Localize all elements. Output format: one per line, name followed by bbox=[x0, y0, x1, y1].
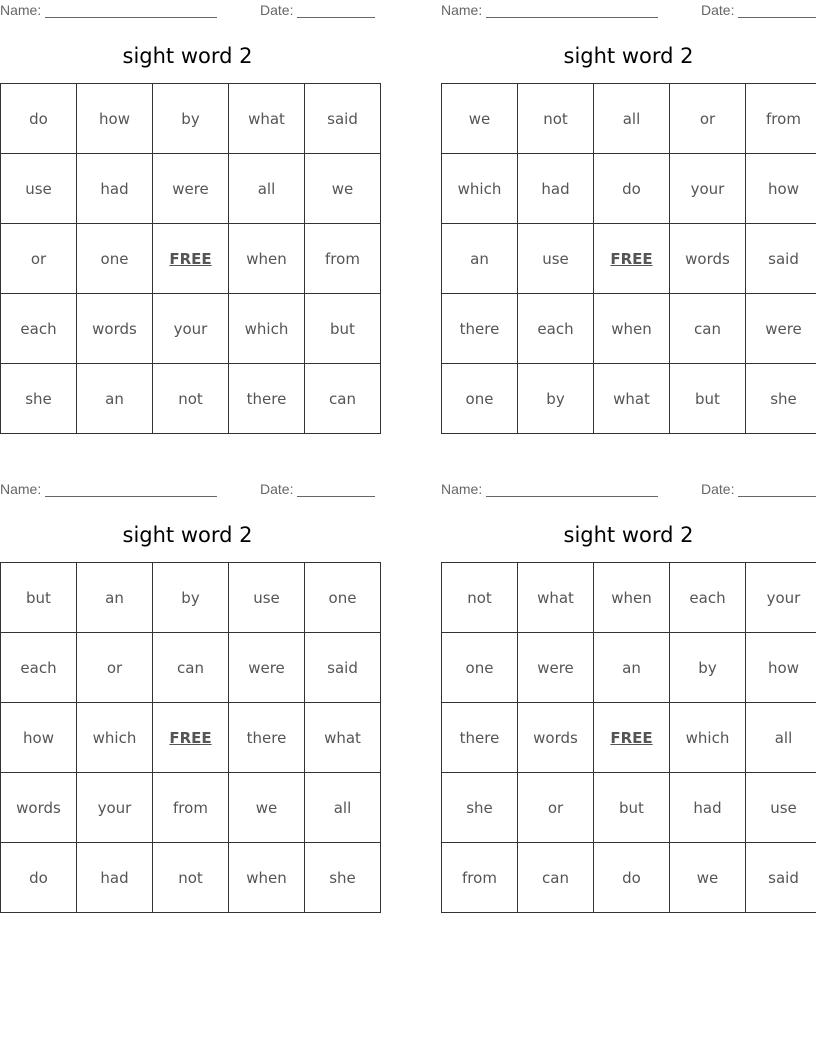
word-cell: she bbox=[442, 773, 518, 843]
word-cell: one bbox=[77, 224, 153, 294]
word-cell: each bbox=[1, 633, 77, 703]
word-cell: when bbox=[229, 843, 305, 913]
word-cell: one bbox=[305, 563, 381, 633]
name-label: Name: bbox=[0, 481, 42, 497]
date-label: Date: bbox=[701, 2, 735, 18]
name-date-row bbox=[441, 2, 816, 20]
word-cell: which bbox=[229, 294, 305, 364]
word-cell: do bbox=[594, 843, 670, 913]
word-cell: or bbox=[77, 633, 153, 703]
grid-row bbox=[1, 843, 381, 913]
word-cell: what bbox=[305, 703, 381, 773]
word-cell: use bbox=[1, 154, 77, 224]
word-cell: she bbox=[1, 364, 77, 434]
word-cell: had bbox=[670, 773, 746, 843]
name-date-row bbox=[0, 2, 375, 20]
word-cell: were bbox=[153, 154, 229, 224]
word-cell: use bbox=[518, 224, 594, 294]
word-cell: when bbox=[229, 224, 305, 294]
free-space-cell: FREE bbox=[594, 703, 670, 773]
grid-row bbox=[1, 224, 381, 294]
word-cell: were bbox=[518, 633, 594, 703]
date-blank-line bbox=[297, 17, 375, 18]
word-cell: said bbox=[746, 843, 816, 913]
word-cell: do bbox=[1, 843, 77, 913]
name-label: Name: bbox=[0, 2, 42, 18]
date-label: Date: bbox=[701, 481, 735, 497]
word-cell: we bbox=[442, 84, 518, 154]
card-title: sight word 2 bbox=[122, 523, 253, 547]
word-cell: she bbox=[746, 364, 816, 434]
word-cell: can bbox=[153, 633, 229, 703]
word-cell: how bbox=[746, 633, 816, 703]
grid-row bbox=[1, 563, 381, 633]
word-cell: how bbox=[746, 154, 816, 224]
name-blank-line bbox=[45, 496, 217, 497]
grid-row bbox=[442, 563, 816, 633]
word-cell: but bbox=[305, 294, 381, 364]
name-label: Name: bbox=[441, 2, 483, 18]
grid-row bbox=[442, 84, 816, 154]
word-cell: we bbox=[305, 154, 381, 224]
word-cell: one bbox=[442, 364, 518, 434]
grid-row bbox=[1, 633, 381, 703]
name-blank-line bbox=[45, 17, 217, 18]
free-space-cell: FREE bbox=[153, 703, 229, 773]
word-cell: had bbox=[518, 154, 594, 224]
word-cell: were bbox=[746, 294, 816, 364]
bingo-grid bbox=[441, 562, 816, 913]
word-cell: she bbox=[305, 843, 381, 913]
word-cell: when bbox=[594, 563, 670, 633]
word-cell: by bbox=[153, 563, 229, 633]
word-cell: an bbox=[77, 563, 153, 633]
grid-row bbox=[442, 364, 816, 434]
word-cell: but bbox=[670, 364, 746, 434]
date-blank-line bbox=[297, 496, 375, 497]
name-blank-line bbox=[486, 17, 658, 18]
word-cell: your bbox=[77, 773, 153, 843]
grid-row bbox=[442, 703, 816, 773]
grid-row bbox=[442, 224, 816, 294]
grid-row bbox=[1, 773, 381, 843]
word-cell: there bbox=[442, 703, 518, 773]
bingo-card bbox=[441, 0, 816, 436]
word-cell: all bbox=[594, 84, 670, 154]
word-cell: can bbox=[518, 843, 594, 913]
grid-row bbox=[442, 843, 816, 913]
word-cell: which bbox=[670, 703, 746, 773]
grid-row bbox=[1, 84, 381, 154]
bingo-card bbox=[0, 479, 375, 915]
word-cell: from bbox=[746, 84, 816, 154]
free-space-cell: FREE bbox=[594, 224, 670, 294]
free-space-cell: FREE bbox=[153, 224, 229, 294]
name-date-row bbox=[441, 481, 816, 499]
word-cell: all bbox=[305, 773, 381, 843]
name-date-row bbox=[0, 481, 375, 499]
word-cell: or bbox=[518, 773, 594, 843]
word-cell: your bbox=[153, 294, 229, 364]
bingo-card bbox=[441, 479, 816, 915]
word-cell: your bbox=[670, 154, 746, 224]
word-cell: from bbox=[305, 224, 381, 294]
word-cell: your bbox=[746, 563, 816, 633]
grid-row bbox=[1, 154, 381, 224]
word-cell: what bbox=[518, 563, 594, 633]
grid-row bbox=[442, 773, 816, 843]
word-cell: had bbox=[77, 154, 153, 224]
word-cell: do bbox=[1, 84, 77, 154]
card-title: sight word 2 bbox=[122, 44, 253, 68]
word-cell: which bbox=[77, 703, 153, 773]
word-cell: not bbox=[518, 84, 594, 154]
word-cell: or bbox=[670, 84, 746, 154]
word-cell: said bbox=[305, 84, 381, 154]
grid-row bbox=[442, 294, 816, 364]
word-cell: but bbox=[1, 563, 77, 633]
word-cell: an bbox=[442, 224, 518, 294]
word-cell: when bbox=[594, 294, 670, 364]
bingo-grid bbox=[0, 562, 381, 913]
grid-row bbox=[1, 364, 381, 434]
word-cell: or bbox=[1, 224, 77, 294]
card-title: sight word 2 bbox=[563, 44, 694, 68]
word-cell: use bbox=[229, 563, 305, 633]
word-cell: all bbox=[746, 703, 816, 773]
word-cell: words bbox=[518, 703, 594, 773]
grid-row bbox=[1, 703, 381, 773]
word-cell: there bbox=[442, 294, 518, 364]
word-cell: said bbox=[746, 224, 816, 294]
bingo-grid bbox=[0, 83, 381, 434]
word-cell: which bbox=[442, 154, 518, 224]
word-cell: use bbox=[746, 773, 816, 843]
word-cell: words bbox=[77, 294, 153, 364]
card-title: sight word 2 bbox=[563, 523, 694, 547]
word-cell: by bbox=[153, 84, 229, 154]
bingo-grid bbox=[441, 83, 816, 434]
date-label: Date: bbox=[260, 2, 294, 18]
grid-row bbox=[1, 294, 381, 364]
date-blank-line bbox=[738, 496, 816, 497]
word-cell: we bbox=[229, 773, 305, 843]
bingo-card bbox=[0, 0, 375, 436]
word-cell: each bbox=[518, 294, 594, 364]
word-cell: can bbox=[305, 364, 381, 434]
word-cell: were bbox=[229, 633, 305, 703]
word-cell: not bbox=[153, 843, 229, 913]
date-label: Date: bbox=[260, 481, 294, 497]
word-cell: do bbox=[594, 154, 670, 224]
word-cell: we bbox=[670, 843, 746, 913]
name-label: Name: bbox=[441, 481, 483, 497]
word-cell: from bbox=[153, 773, 229, 843]
grid-row bbox=[442, 154, 816, 224]
name-blank-line bbox=[486, 496, 658, 497]
word-cell: by bbox=[518, 364, 594, 434]
word-cell: not bbox=[442, 563, 518, 633]
word-cell: from bbox=[442, 843, 518, 913]
word-cell: but bbox=[594, 773, 670, 843]
word-cell: one bbox=[442, 633, 518, 703]
word-cell: can bbox=[670, 294, 746, 364]
word-cell: how bbox=[1, 703, 77, 773]
word-cell: an bbox=[77, 364, 153, 434]
word-cell: said bbox=[305, 633, 381, 703]
word-cell: words bbox=[670, 224, 746, 294]
grid-row bbox=[442, 633, 816, 703]
word-cell: what bbox=[229, 84, 305, 154]
word-cell: each bbox=[1, 294, 77, 364]
word-cell: there bbox=[229, 364, 305, 434]
word-cell: words bbox=[1, 773, 77, 843]
word-cell: how bbox=[77, 84, 153, 154]
word-cell: had bbox=[77, 843, 153, 913]
word-cell: an bbox=[594, 633, 670, 703]
word-cell: not bbox=[153, 364, 229, 434]
date-blank-line bbox=[738, 17, 816, 18]
word-cell: what bbox=[594, 364, 670, 434]
word-cell: each bbox=[670, 563, 746, 633]
word-cell: there bbox=[229, 703, 305, 773]
word-cell: by bbox=[670, 633, 746, 703]
word-cell: all bbox=[229, 154, 305, 224]
